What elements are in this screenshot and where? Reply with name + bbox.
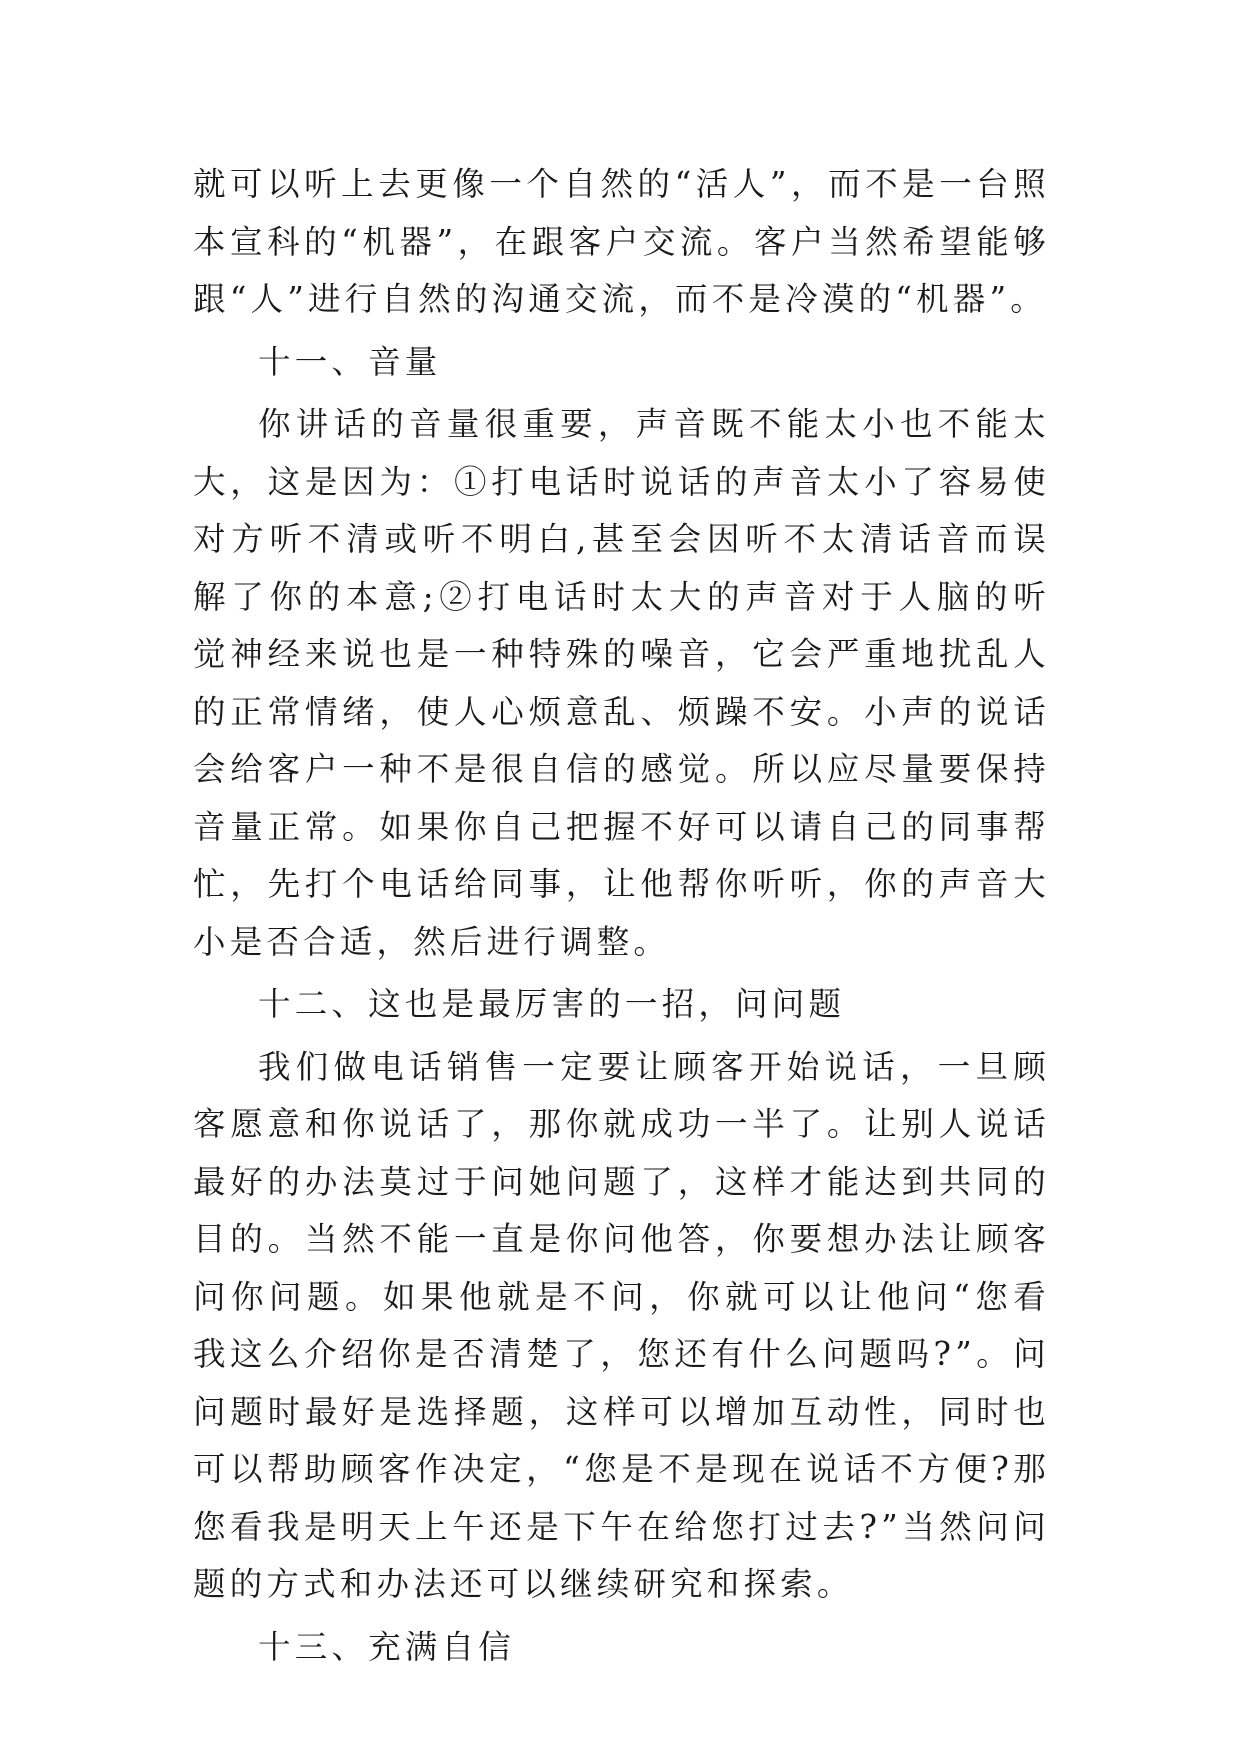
- paragraph-continued: 就可以听上去更像一个自然的“活人”，而不是一台照本宣科的“机器”，在跟客户交流。客户当然希望能够跟“人”进行自然的沟通交流，而不是冷漠的“机器”。: [193, 165, 1050, 318]
- document-body: [193, 156, 1050, 1681]
- section-heading-volume: 十一、音量: [258, 342, 442, 381]
- section-heading-questions: 十二、这也是最厉害的一招，问问题: [258, 985, 846, 1023]
- paragraph-volume: 你讲话的音量很重要，声音既不能太小也不能太大，这是因为：①打电话时说话的声音太小了容易使对方听不清或听不明白,甚至会因听不太清话音而误解了你的本意;②打电话时太大的声音对于人脑的听觉神经来说也是一种特殊的噪音，它会严重地扰乱人的正常情绪，使人心烦意乱、烦躁不安。小声的说话会给客户一种不是很自信的感觉。所以应尽量要保持音量正常。如果你自己把握不好可以请自己的同事帮忙，先打个电话给同事，让他帮你听听，你的声音大小是否合适，然后进行调整。: [193, 405, 1050, 961]
- section-heading-confidence: 十三、充满自信: [258, 1627, 515, 1666]
- paragraph-questions: 我们做电话销售一定要让顾客开始说话，一旦顾客愿意和你说话了，那你就成功一半了。让别人说话最好的办法莫过于问她问题了，这样才能达到共同的目的。当然不能一直是你问他答，你要想办法让顾客问你问题。如果他就是不问，你就可以让他问“您看我这么介绍你是否清楚了，您还有什么问题吗?”。问问题时最好是选择题，这样可以增加互动性，同时也可以帮助顾客作决定，“您是不是现在说话不方便?那您看我是明天上午还是下午在给您打过去?”当然问问题的方式和办法还可以继续研究和探索。: [193, 1047, 1050, 1603]
